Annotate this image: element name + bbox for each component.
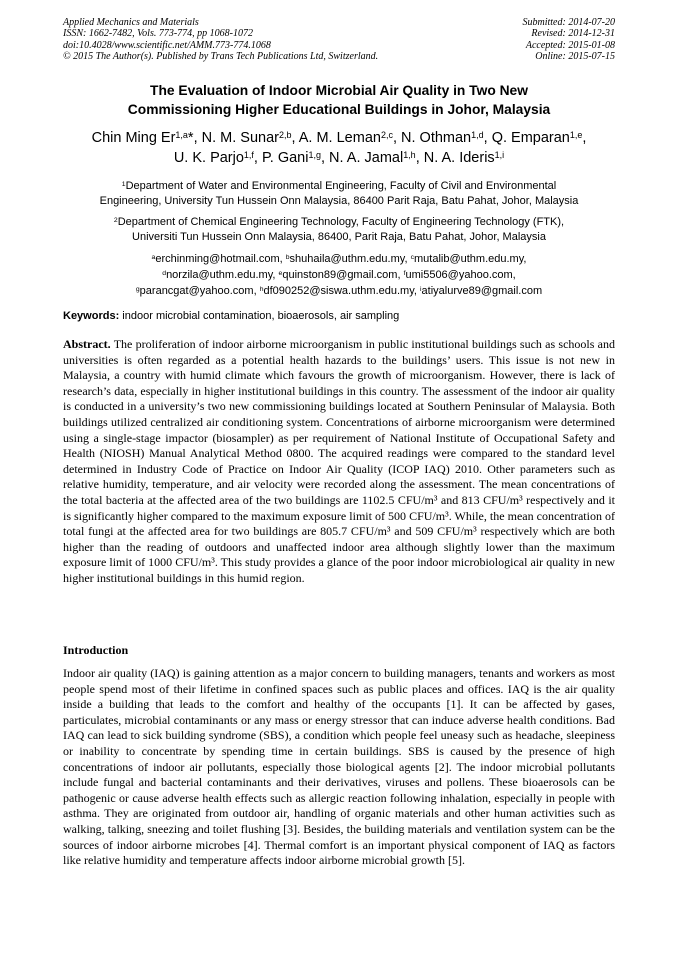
email-list: [30, 251, 648, 299]
email: $^d$norzila@uthm.edu.my,: [162, 269, 279, 281]
date-accepted: Accepted: 2015-01-08: [525, 39, 615, 51]
email: $^i$atiyalurve89@gmail.com: [420, 285, 543, 297]
affiliation-1: $^1$Department of Water and Environmental Engineering, Faculty of Civil and Environmental Engineering, University Tun Hussein Onn Malaysia, 86400 Parit Raja, Batu Pahat, Johor, Malaysia: [99, 180, 579, 207]
title-line-1: The Evaluation of Indoor Microbial Air Quality in Two New: [150, 83, 528, 98]
abstract: [63, 337, 615, 587]
author: A. M. Leman$^{2,c}$,: [298, 129, 402, 146]
author: Q. Emparan$^{1,e}$,: [491, 129, 587, 146]
paper-title: [40, 81, 638, 119]
keywords: [63, 309, 618, 323]
section-heading-introduction: Introduction: [63, 643, 129, 657]
journal-copyright: © 2015 The Author(s). Published by Trans Tech Publications Ltd, Switzerland.: [63, 50, 379, 62]
affiliation-2: $^2$Department of Chemical Engineering Technology, Faculty of Engineering Technology (FTK), Universiti Tun Hussein Onn Malaysia, 86400, Parit Raja, Batu Pahat, Johor, Malaysia: [113, 216, 565, 243]
email: $^a$erchinming@hotmail.com,: [151, 253, 286, 265]
introduction-text: Indoor air quality (IAQ) is gaining attention as a major concern to building managers, tenants and workers as most people spend most of their lifetime in confined spaces such as public places and offices. IAQ is the air quality inside a building that leads to the comfort and healthy of the occupants [1]. It can be affected by gases, particulates, microbial contaminants or any mass or energy stressor that can induce adverse health conditions. Bad IAQ can lead to sick building syndrome (SBS), a condition which people feel uneasy such as headache, sleepiness or inability to concentrate by spending time in certain buildings. SBS is caused by the presence of high concentrations of indoor air pollutants, especially those biological agents [2]. The indoor microbial pollutants include fungal and bacterial contaminants and their derivatives, viruses and pollens. These bioaerosols can be pathogenic or cause adverse health effects such as allergic reaction following inhalation, especially in people with asthma. They are originated from outdoor air, handling of organic materials and other human activities such as walking, talking, sneezing and toilet flushing [3]. Besides, the building materials and ventilation system can be the sources of indoor airborne microbes [4]. Thermal comfort is an important physical component of IAQ as factors like relative humidity and temperature affects indoor airborne microbial growth [5].: [63, 666, 615, 868]
title-line-2: Commissioning Higher Educational Buildings in Johor, Malaysia: [127, 102, 551, 117]
email: $^h$df090252@siswa.uthm.edu.my,: [259, 285, 420, 297]
author: Chin Ming Er$^{1,a}$*,: [91, 129, 202, 146]
journal-info: [63, 17, 378, 62]
email: $^g$parancgat@yahoo.com,: [135, 285, 260, 297]
publication-dates: [523, 17, 616, 62]
email-line-3: [30, 283, 648, 299]
author-line-2: [30, 148, 648, 168]
email: $^e$quinston89@gmail.com,: [278, 269, 404, 281]
journal-doi: doi:10.4028/www.scientific.net/AMM.773-774.1068: [63, 39, 271, 51]
author: U. K. Parjo$^{1,f}$,: [173, 149, 262, 166]
keywords-label: Keywords:: [63, 310, 120, 322]
author-list: [30, 128, 648, 168]
email: $^f$umi5506@yahoo.com,: [403, 269, 516, 281]
date-submitted: Submitted: 2014-07-20: [522, 17, 615, 28]
keywords-text: indoor microbial contamination, bioaerosols, air sampling: [119, 310, 400, 322]
author-line-1: [30, 128, 648, 148]
author: N. A. Ideris$^{1,i}$: [423, 149, 505, 166]
email: $^c$mutalib@uthm.edu.my,: [410, 253, 527, 265]
email-line-2: [30, 267, 648, 283]
email: $^b$shuhaila@uthm.edu.my,: [285, 253, 411, 265]
journal-name: Applied Mechanics and Materials: [63, 17, 199, 28]
email-line-1: [30, 251, 648, 267]
author: P. Gani$^{1,g}$,: [261, 149, 330, 166]
abstract-text: The proliferation of indoor airborne microorganism in public institutional buildings such as schools and universities is often regarded as a potential health hazards to the buildings’ users. This issue is not new in Malaysia, a country with humid climate which favours the growth of microorganism. However, there is lack of research’s data, especially in higher institutional buildings in this country. The assessment of the indoor air quality is conducted in a university’s two new commissioning buildings located at Southern Peninsular of Malaysia. Both buildings utilized centralized air conditioning system. Concentrations of airborne microorganism were determined using a single-stage impactor (biosampler) as per requirement of National Institute of Occupational Safety and Health (NIOSH) Manual Analytical Method 0800. The acquired readings were compared to the standard level determined in Industry Code of Practice on Indoor Air Quality (ICOP IAQ) 2010. Other parameters such as relative humidity, temperature, and air velocity were recorded along the assessment. The mean concentrations of the total bacteria at the affected area of the two buildings are 1102.5 CFU/m³ and 813 CFU/m³ respectively and it is significantly higher compared to the maximum exposure limit of 500 CFU/m³. While, the mean concentration of total fungi at the affected area for two buildings are 805.7 CFU/m³ and 509 CFU/m³ respectively which are both higher than the reading of outdoors and unaffected indoor area although slightly lower than the maximum exposure limit of 1000 CFU/m³. This study provides a glance of the poor indoor microbiological air quality in new higher institutional buildings in this humid region.: [63, 337, 615, 585]
author: N. Othman$^{1,d}$,: [401, 129, 492, 146]
author: N. M. Sunar$^{2,b}$,: [201, 129, 299, 146]
abstract-label: Abstract.: [63, 337, 111, 351]
date-online: Online: 2015-07-15: [535, 50, 615, 62]
date-revised: Revised: 2014-12-31: [531, 28, 615, 40]
author: N. A. Jamal$^{1,h}$,: [329, 149, 424, 166]
journal-issn: ISSN: 1662-7482, Vols. 773-774, pp 1068-1072: [63, 28, 253, 40]
